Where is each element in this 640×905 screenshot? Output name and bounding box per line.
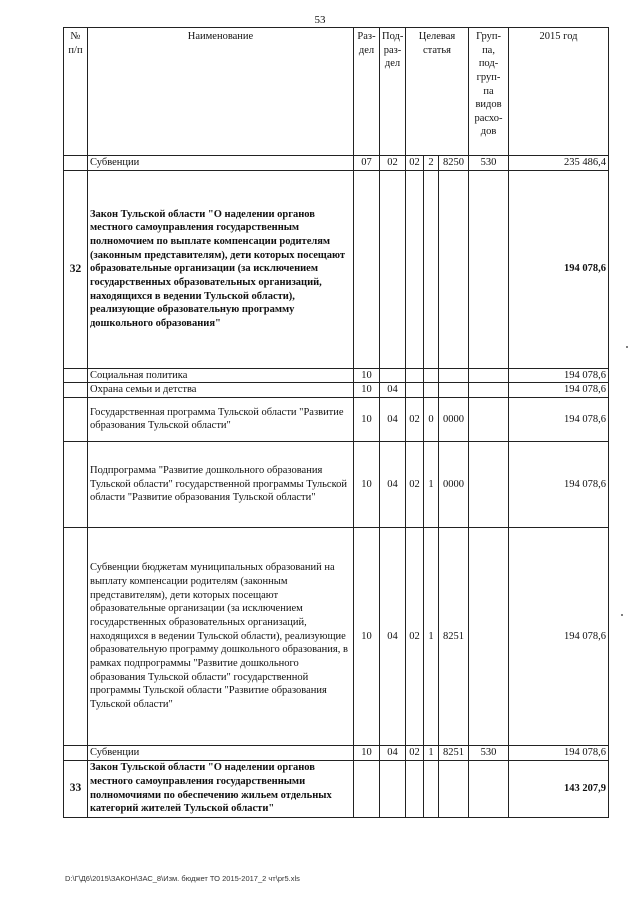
- row-name-cell: Подпрограмма "Развитие дошкольного образования Тульской области" государственной программы Тульской области "Развитие образования Тульской области": [88, 441, 354, 527]
- row-amount-cell: 194 078,6: [509, 368, 609, 383]
- row-podrazdel-cell: [380, 170, 406, 368]
- table-row: [64, 760, 609, 817]
- row-target-part2-cell: 1: [424, 441, 439, 527]
- header-target-article: Целевая статья: [406, 28, 469, 156]
- row-amount-cell: 194 078,6: [509, 383, 609, 398]
- row-number-cell: [64, 527, 88, 745]
- header-podrazdel: Под- раз- дел: [380, 28, 406, 156]
- row-podrazdel-cell: 04: [380, 441, 406, 527]
- page-number: 53: [314, 14, 326, 26]
- row-target-part1-cell: 02: [406, 745, 424, 760]
- row-target-part1-cell: 02: [406, 397, 424, 441]
- row-number-cell: 33: [64, 760, 88, 817]
- row-group-cell: 530: [469, 745, 509, 760]
- row-group-cell: [469, 527, 509, 745]
- row-target-part1-cell: [406, 383, 424, 398]
- row-number-cell: [64, 397, 88, 441]
- table-row: [64, 383, 609, 398]
- row-razdel-cell: [354, 170, 380, 368]
- row-target-part3-cell: 8251: [439, 527, 469, 745]
- row-target-part3-cell: [439, 368, 469, 383]
- row-name-cell: Закон Тульской области "О наделении органов местного самоуправления государственными полномочиями по обеспечению жильем отдельных категорий жителей Тульской области": [88, 760, 354, 817]
- row-group-cell: 530: [469, 156, 509, 171]
- row-razdel-cell: [354, 760, 380, 817]
- row-number-cell: [64, 441, 88, 527]
- row-target-part3-cell: [439, 760, 469, 817]
- row-podrazdel-cell: [380, 368, 406, 383]
- row-number-cell: [64, 368, 88, 383]
- row-group-cell: [469, 383, 509, 398]
- table-header-row: [64, 28, 609, 156]
- row-group-cell: [469, 170, 509, 368]
- row-name-cell: Закон Тульской области "О наделении органов местного самоуправления государственным полномочием по выплате компенсации родителям (законным представителям), дети которых посещают образовательные организации (за исключением государственных образовательных организаций, находящихся в ведении Тульской области), реализующие образовательную программу дошкольного образования": [88, 170, 354, 368]
- row-target-part2-cell: 0: [424, 397, 439, 441]
- header-num: № п/п: [64, 28, 88, 156]
- row-razdel-cell: 10: [354, 368, 380, 383]
- row-target-part2-cell: [424, 760, 439, 817]
- scan-speck: [621, 614, 623, 616]
- row-amount-cell: 194 078,6: [509, 170, 609, 368]
- header-name: Наименование: [88, 28, 354, 156]
- row-target-part1-cell: 02: [406, 441, 424, 527]
- row-target-part3-cell: [439, 170, 469, 368]
- row-target-part2-cell: [424, 170, 439, 368]
- row-target-part3-cell: 0000: [439, 441, 469, 527]
- table-row: [64, 170, 609, 368]
- table-row: [64, 397, 609, 441]
- row-target-part3-cell: 8250: [439, 156, 469, 171]
- row-target-part2-cell: 1: [424, 527, 439, 745]
- row-name-cell: Охрана семьи и детства: [88, 383, 354, 398]
- row-razdel-cell: 10: [354, 383, 380, 398]
- row-target-part2-cell: 1: [424, 745, 439, 760]
- row-target-part1-cell: 02: [406, 156, 424, 171]
- row-amount-cell: 194 078,6: [509, 745, 609, 760]
- row-target-part1-cell: [406, 368, 424, 383]
- row-group-cell: [469, 760, 509, 817]
- row-razdel-cell: 10: [354, 745, 380, 760]
- row-razdel-cell: 10: [354, 527, 380, 745]
- header-year: 2015 год: [509, 28, 609, 156]
- row-amount-cell: 235 486,4: [509, 156, 609, 171]
- row-podrazdel-cell: 04: [380, 397, 406, 441]
- row-podrazdel-cell: 04: [380, 527, 406, 745]
- row-target-part3-cell: 8251: [439, 745, 469, 760]
- row-group-cell: [469, 368, 509, 383]
- row-group-cell: [469, 397, 509, 441]
- scan-speck: [626, 346, 628, 348]
- footer-file-path: D:\Г\Д6\2015\ЗАКОН\ЗАС_8\Изм. бюджет ТО 2015-2017_2 чт\pr5.xls: [65, 874, 300, 883]
- header-expense-group: Груп- па, под- груп- па видов расхо- дов: [469, 28, 509, 156]
- row-amount-cell: 194 078,6: [509, 527, 609, 745]
- row-razdel-cell: 07: [354, 156, 380, 171]
- row-group-cell: [469, 441, 509, 527]
- row-podrazdel-cell: [380, 760, 406, 817]
- row-name-cell: Социальная политика: [88, 368, 354, 383]
- table-row: [64, 156, 609, 171]
- table-row: [64, 441, 609, 527]
- row-target-part3-cell: 0000: [439, 397, 469, 441]
- row-podrazdel-cell: 04: [380, 383, 406, 398]
- row-target-part1-cell: [406, 170, 424, 368]
- row-podrazdel-cell: 04: [380, 745, 406, 760]
- table-row: [64, 368, 609, 383]
- row-name-cell: Субвенции: [88, 156, 354, 171]
- table-row: [64, 745, 609, 760]
- row-target-part2-cell: [424, 368, 439, 383]
- row-number-cell: [64, 745, 88, 760]
- budget-table: [63, 27, 609, 818]
- row-name-cell: Государственная программа Тульской области "Развитие образования Тульской области": [88, 397, 354, 441]
- row-amount-cell: 194 078,6: [509, 441, 609, 527]
- row-name-cell: Субвенции бюджетам муниципальных образований на выплату компенсации родителям (законным представителям), дети которых посещают образовательные организации (за исключением государственных образовательных организаций, находящихся в ведении Тульской области), реализующие образовательную программу дошкольного образования, в рамках подпрограммы "Развитие дошкольного образования Тульской области" государственной программы Тульской области "Развитие образования Тульской области": [88, 527, 354, 745]
- row-amount-cell: 194 078,6: [509, 397, 609, 441]
- row-number-cell: [64, 383, 88, 398]
- row-razdel-cell: 10: [354, 397, 380, 441]
- header-razdel: Раз- дел: [354, 28, 380, 156]
- row-number-cell: [64, 156, 88, 171]
- row-target-part1-cell: 02: [406, 527, 424, 745]
- row-target-part3-cell: [439, 383, 469, 398]
- row-target-part1-cell: [406, 760, 424, 817]
- row-amount-cell: 143 207,9: [509, 760, 609, 817]
- row-target-part2-cell: [424, 383, 439, 398]
- table-row: [64, 527, 609, 745]
- row-target-part2-cell: 2: [424, 156, 439, 171]
- row-razdel-cell: 10: [354, 441, 380, 527]
- row-number-cell: 32: [64, 170, 88, 368]
- row-name-cell: Субвенции: [88, 745, 354, 760]
- row-podrazdel-cell: 02: [380, 156, 406, 171]
